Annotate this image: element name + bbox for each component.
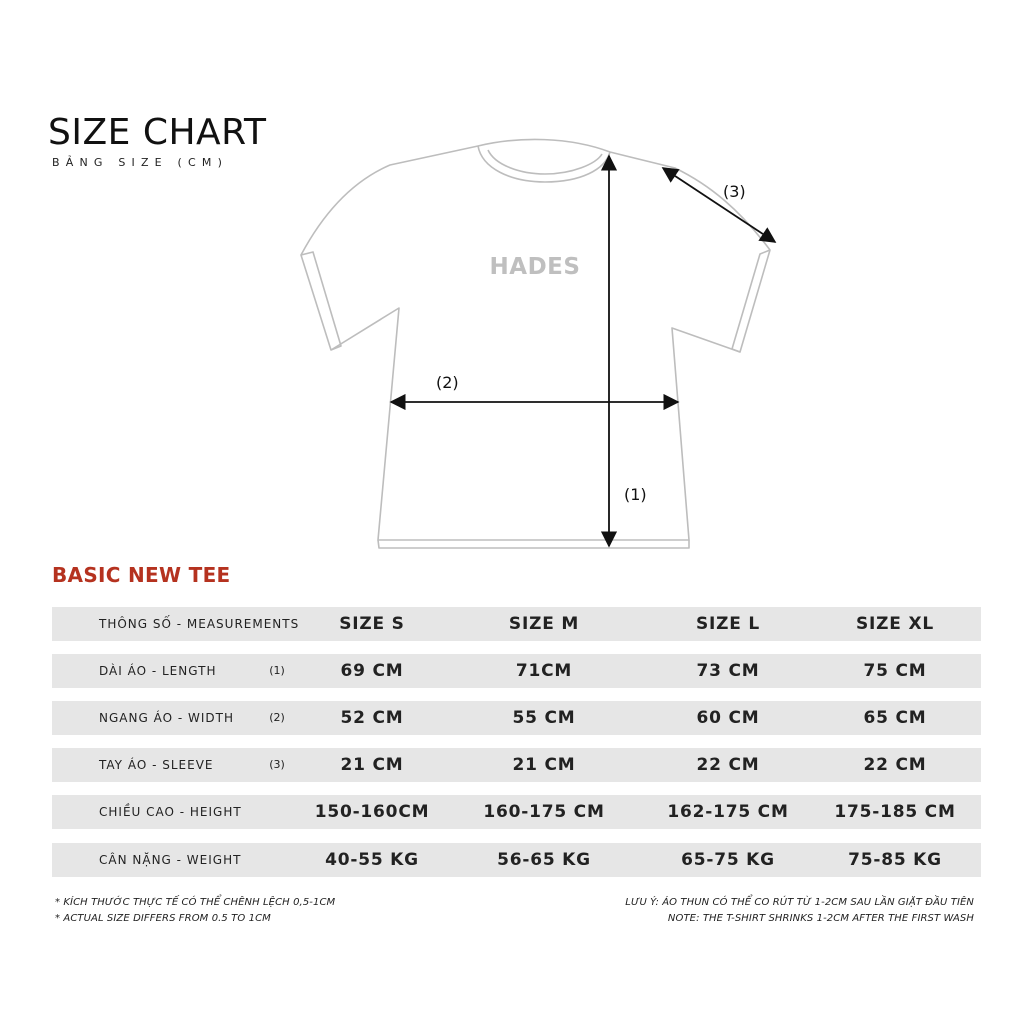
note-tolerance-vi: * KÍCH THƯỚC THỰC TẾ CÓ THỂ CHÊNH LỆCH 0,5-1CM xyxy=(55,897,336,908)
product-name: BASIC NEW TEE xyxy=(52,563,231,587)
row-label: CHIỀU CAO - HEIGHT xyxy=(99,805,242,819)
header-label: THÔNG SỐ - MEASUREMENTS xyxy=(99,617,300,631)
table-row xyxy=(52,701,981,735)
label-length: (1) xyxy=(624,485,647,504)
table-cell: 150-160CM xyxy=(314,802,430,822)
table-header-row xyxy=(52,607,981,641)
header-size: SIZE XL xyxy=(856,614,934,634)
header-size: SIZE M xyxy=(508,614,580,634)
row-ref: (2) xyxy=(269,711,285,724)
header-size: SIZE L xyxy=(695,614,761,634)
table-cell: 56-65 KG xyxy=(497,850,591,870)
header-size: SIZE S xyxy=(339,614,405,634)
label-sleeve: (3) xyxy=(723,182,746,201)
row-ref: (3) xyxy=(269,758,285,771)
table-cell: 71CM xyxy=(515,661,573,681)
table-cell: 175-185 CM xyxy=(834,802,956,822)
table-cell: 55 CM xyxy=(512,708,576,728)
note-shrink-en: NOTE: THE T-SHIRT SHRINKS 1-2CM AFTER THE FIRST WASH xyxy=(667,913,974,924)
shirt-logo: HADES xyxy=(489,254,581,280)
row-label: CÂN NẶNG - WEIGHT xyxy=(99,853,242,867)
table-cell: 22 CM xyxy=(863,755,927,775)
row-label: NGANG ÁO - WIDTH xyxy=(99,711,234,725)
table-cell: 22 CM xyxy=(696,755,760,775)
page-title: SIZE CHART xyxy=(48,112,267,153)
table-row xyxy=(52,843,981,877)
table-cell: 69 CM xyxy=(340,661,404,681)
table-cell: 73 CM xyxy=(696,661,760,681)
row-label: TAY ÁO - SLEEVE xyxy=(99,758,214,772)
tshirt-outline xyxy=(301,139,770,548)
note-shrink-vi: LƯU Ý: ÁO THUN CÓ THỂ CO RÚT TỪ 1-2CM SAU LẦN GIẶT ĐẦU TIÊN xyxy=(625,897,974,908)
table-cell: 75 CM xyxy=(863,661,927,681)
row-ref: (1) xyxy=(269,664,285,677)
table-row xyxy=(52,748,981,782)
table-cell: 21 CM xyxy=(512,755,576,775)
table-cell: 160-175 CM xyxy=(483,802,605,822)
label-width: (2) xyxy=(436,373,459,392)
table-cell: 65-75 KG xyxy=(681,850,775,870)
table-cell: 21 CM xyxy=(340,755,404,775)
table-row xyxy=(52,795,981,829)
row-label: DÀI ÁO - LENGTH xyxy=(99,664,217,678)
table-cell: 75-85 KG xyxy=(848,850,942,870)
table-cell: 65 CM xyxy=(863,708,927,728)
note-tolerance-en: * ACTUAL SIZE DIFFERS FROM 0.5 TO 1CM xyxy=(55,913,271,924)
table-row xyxy=(52,654,981,688)
page-subtitle: BẢNG SIZE (CM) xyxy=(52,156,229,169)
table-cell: 52 CM xyxy=(340,708,404,728)
sleeve-arrow xyxy=(663,168,775,242)
table-cell: 40-55 KG xyxy=(325,850,419,870)
table-cell: 60 CM xyxy=(696,708,760,728)
table-cell: 162-175 CM xyxy=(667,802,789,822)
